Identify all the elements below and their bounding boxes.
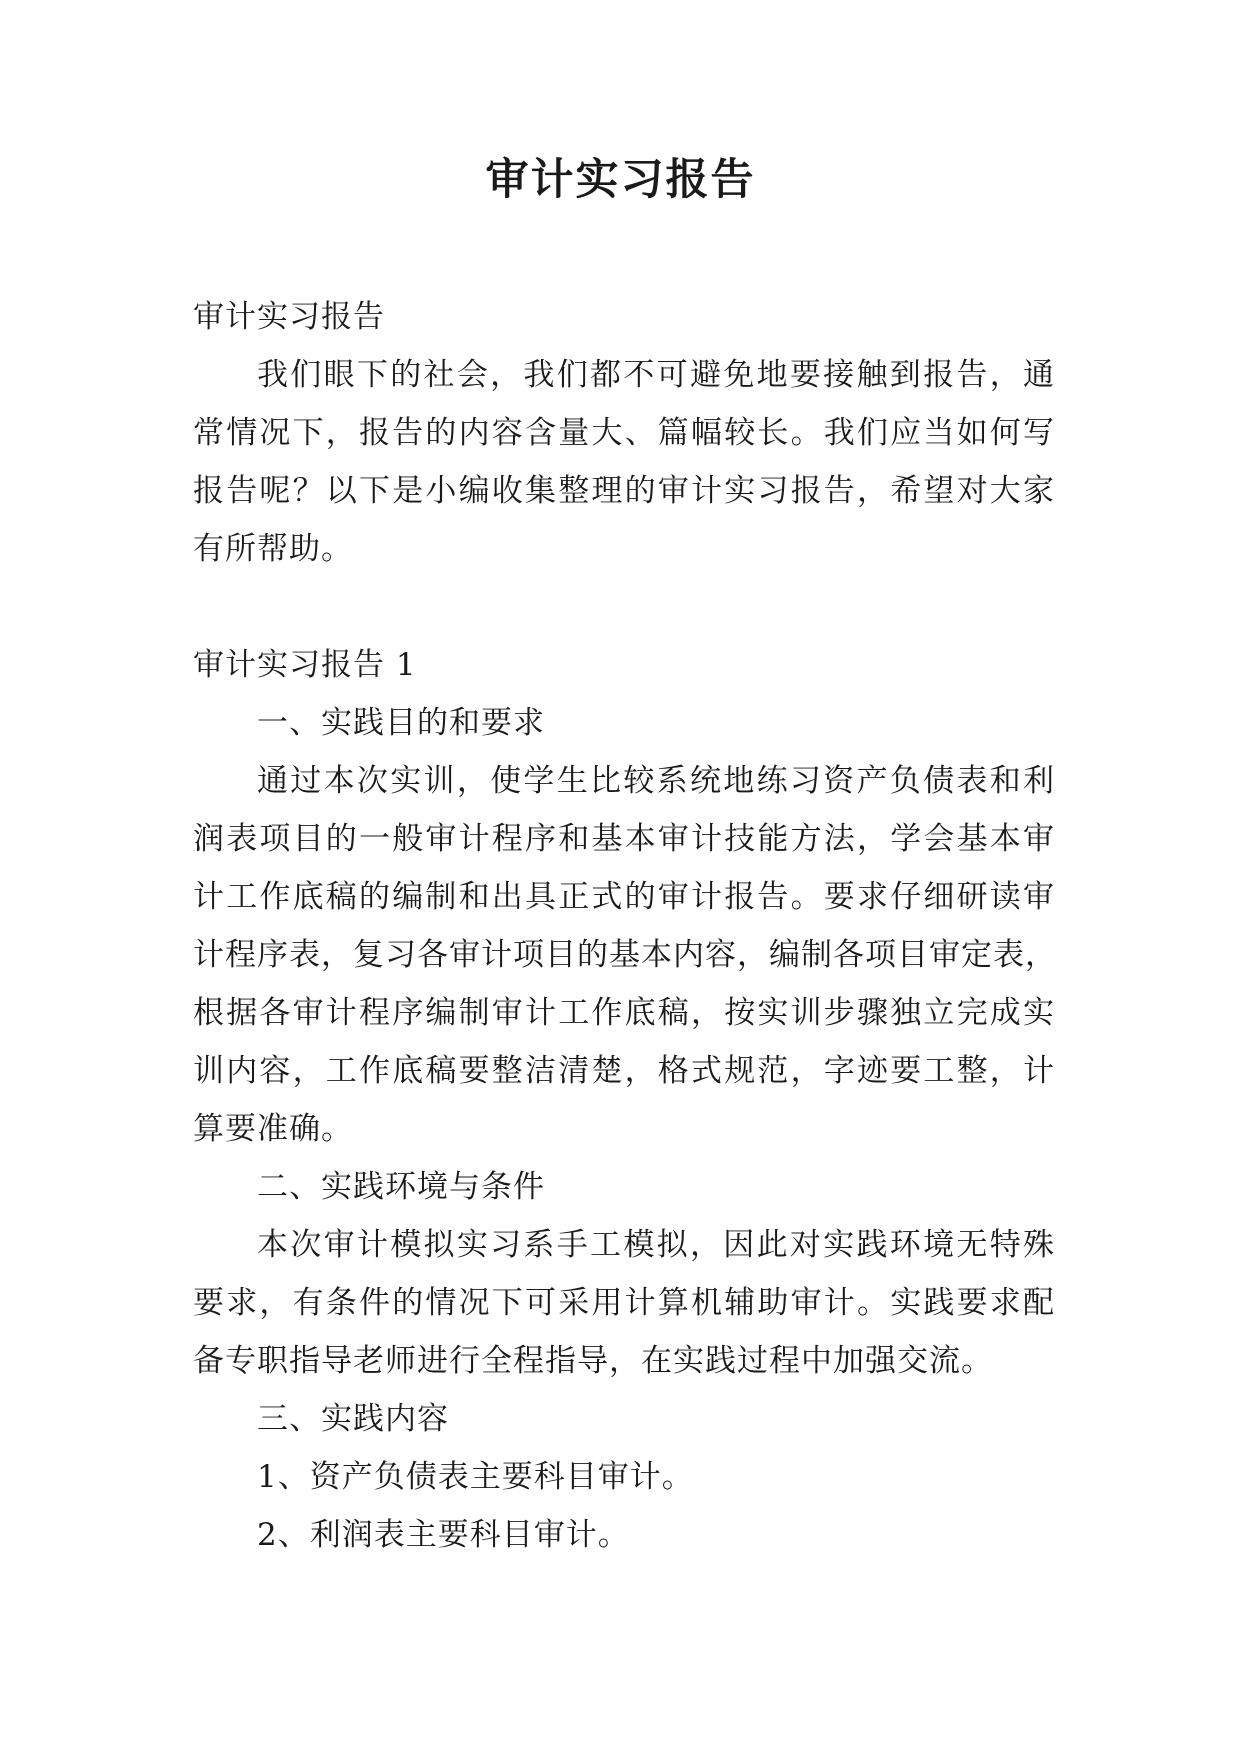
paragraph-line: 算要准确。 xyxy=(193,1111,353,1147)
subtitle: 审计实习报告 xyxy=(193,299,385,335)
paragraph-line: 计工作底稿的编制和出具正式的审计报告。要求仔细研读审 xyxy=(193,879,1055,915)
paragraph-line: 本次审计模拟实习系手工模拟，因此对实践环境无特殊 xyxy=(257,1227,1055,1263)
section-heading: 二、实践环境与条件 xyxy=(257,1169,545,1205)
intro-line: 有所帮助。 xyxy=(193,531,353,567)
paragraph-line: 训内容，工作底稿要整洁清楚，格式规范，字迹要工整，计 xyxy=(193,1053,1055,1089)
intro-line: 报告呢？以下是小编收集整理的审计实习报告，希望对大家 xyxy=(193,473,1055,509)
intro-line: 我们眼下的社会，我们都不可避免地要接触到报告，通 xyxy=(257,357,1055,393)
paragraph-line: 计程序表，复习各审计项目的基本内容，编制各项目审定表， xyxy=(193,937,1057,973)
paragraph-line: 润表项目的一般审计程序和基本审计技能方法，学会基本审 xyxy=(193,821,1055,857)
paragraph-line: 通过本次实训，使学生比较系统地练习资产负债表和利 xyxy=(257,763,1055,799)
list-item: 2、利润表主要科目审计。 xyxy=(257,1517,630,1553)
paragraph-line: 要求，有条件的情况下可采用计算机辅助审计。实践要求配 xyxy=(193,1285,1055,1321)
paragraph-line: 备专职指导老师进行全程指导，在实践过程中加强交流。 xyxy=(193,1343,993,1379)
list-item: 1、资产负债表主要科目审计。 xyxy=(257,1459,694,1495)
section-heading: 一、实践目的和要求 xyxy=(257,705,545,741)
paragraph-line: 根据各审计程序编制审计工作底稿，按实训步骤独立完成实 xyxy=(193,995,1055,1031)
section-heading: 三、实践内容 xyxy=(257,1401,449,1437)
document-title: 审计实习报告 xyxy=(485,155,756,205)
report-heading: 审计实习报告 1 xyxy=(193,647,417,683)
intro-line: 常情况下，报告的内容含量大、篇幅较长。我们应当如何写 xyxy=(193,415,1055,451)
document-body xyxy=(193,288,1055,1564)
spacer xyxy=(193,578,1055,636)
